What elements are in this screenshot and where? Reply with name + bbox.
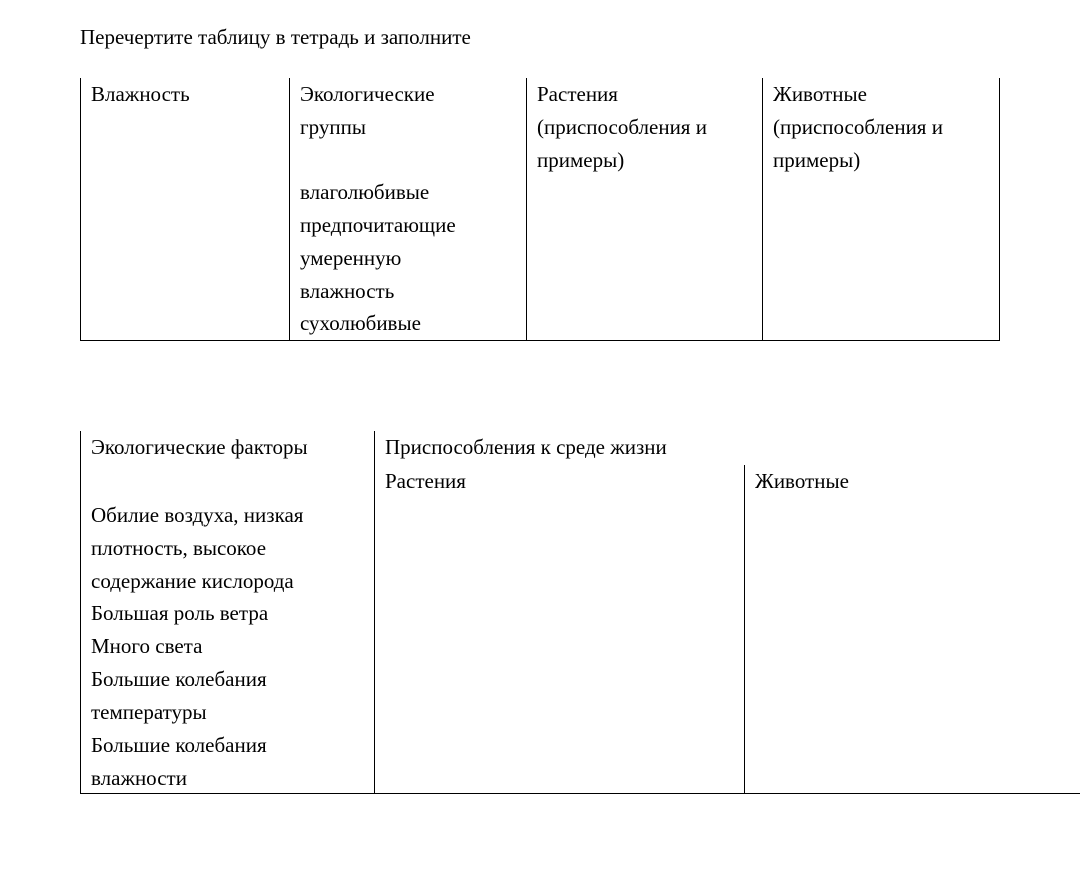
table2-header-factors: Экологические факторы [91, 435, 308, 459]
table2-factor-humidity: Большие колебания влажности [91, 733, 267, 790]
instruction-text: Перечертите таблицу в тетрадь и заполните [80, 25, 471, 49]
table1-header-humidity: Влажность [91, 82, 190, 106]
table1-header-plants: Растения (приспособления и примеры) [537, 82, 707, 172]
table2-header-adaptations: Приспособления к среде жизни [385, 435, 667, 459]
table1-group-hygrophilous: влаголюбивые [300, 180, 430, 204]
table2-subheader-plants: Растения [385, 469, 466, 493]
table2-factor-wind: Большая роль ветра [91, 601, 269, 625]
table1-group-xerophilous: сухолюбивые [300, 311, 421, 335]
table2-border-col3 [744, 465, 745, 794]
table1-header-eco-groups: Экологические группы [300, 82, 435, 139]
table1-header-animals: Животные (приспособления и примеры) [773, 82, 943, 172]
table2-factor-air: Обилие воздуха, низкая плотность, высокое содержание кислорода [91, 503, 304, 593]
table2-subheader-animals: Животные [755, 469, 849, 493]
table2-factor-light: Много света [91, 634, 203, 658]
table2-factor-temperature: Большие колебания температуры [91, 667, 267, 724]
table1-group-moderate: предпочитающие умеренную влажность [300, 213, 456, 303]
